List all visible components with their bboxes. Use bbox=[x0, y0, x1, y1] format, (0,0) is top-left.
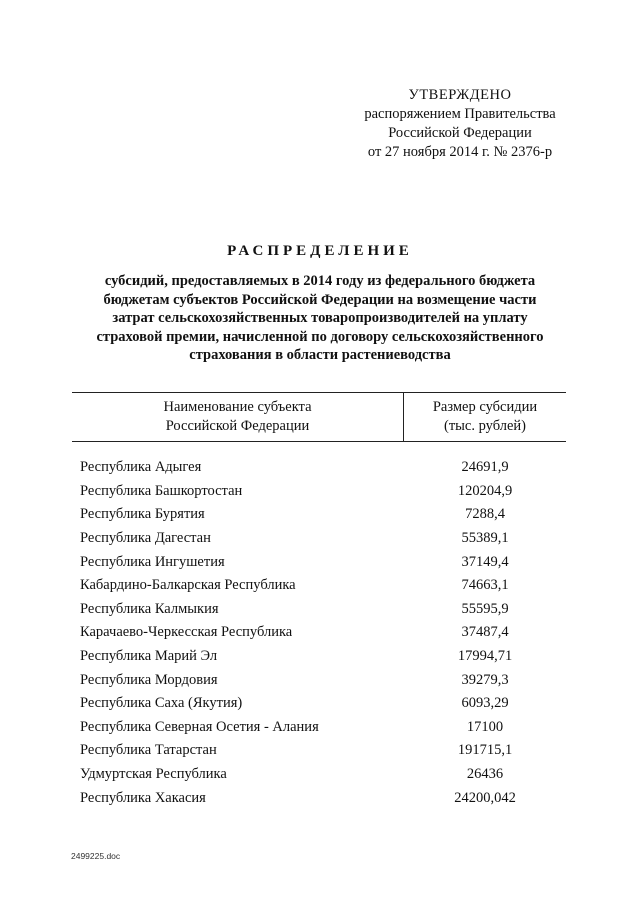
column-header-amount-line1: Размер субсидии bbox=[432, 399, 538, 415]
subtitle-line: бюджетам субъектов Российской Федерации на возмещение части bbox=[103, 291, 537, 308]
table-row bbox=[80, 739, 566, 763]
region-name: Республика Мордовия bbox=[80, 671, 218, 688]
document-subtitle bbox=[60, 272, 580, 365]
table-row bbox=[80, 574, 566, 598]
approval-country: Российской Федерации bbox=[388, 125, 532, 141]
table-row bbox=[80, 692, 566, 716]
region-name: Республика Ингушетия bbox=[80, 553, 225, 570]
subsidy-amount: 191715,1 bbox=[457, 742, 513, 759]
region-name: Удмуртская Республика bbox=[80, 766, 227, 783]
region-name: Республика Марий Эл bbox=[80, 648, 218, 665]
column-header-amount-line2: (тыс. рублей) bbox=[444, 418, 526, 434]
table-row bbox=[80, 786, 566, 810]
table-row bbox=[80, 456, 566, 480]
approval-authority: распоряжением Правительства bbox=[364, 106, 556, 122]
table-row bbox=[80, 503, 566, 527]
region-name: Республика Калмыкия bbox=[80, 600, 219, 617]
subtitle-line: страховой премии, начисленной по договору сельскохозяйственного bbox=[96, 328, 544, 345]
region-name: Республика Хакасия bbox=[80, 789, 206, 806]
table-row bbox=[80, 550, 566, 574]
region-name: Республика Дагестан bbox=[80, 530, 211, 547]
table-row bbox=[80, 716, 566, 740]
subsidy-amount: 7288,4 bbox=[465, 506, 505, 523]
table-row bbox=[80, 621, 566, 645]
column-header-name-line2: Российской Федерации bbox=[165, 418, 310, 434]
table-row bbox=[80, 598, 566, 622]
subsidy-amount: 17100 bbox=[466, 718, 504, 735]
subtitle-line: страхования в области растениеводства bbox=[189, 347, 451, 363]
region-name: Республика Саха (Якутия) bbox=[80, 695, 243, 712]
column-header-amount bbox=[404, 393, 566, 441]
subsidy-amount: 17994,71 bbox=[457, 648, 513, 665]
table-row bbox=[80, 763, 566, 787]
subsidy-amount: 24691,9 bbox=[461, 459, 509, 476]
subsidy-amount: 39279,3 bbox=[461, 671, 509, 688]
region-name: Республика Татарстан bbox=[80, 742, 217, 759]
approval-heading: УТВЕРЖДЕНО bbox=[408, 87, 512, 103]
table-row bbox=[80, 480, 566, 504]
region-name: Республика Бурятия bbox=[80, 506, 205, 523]
column-header-name bbox=[72, 393, 404, 441]
table-row bbox=[80, 527, 566, 551]
table-body bbox=[80, 456, 566, 810]
table-row bbox=[80, 668, 566, 692]
region-name: Республика Адыгея bbox=[80, 459, 202, 476]
subsidy-amount: 55595,9 bbox=[461, 600, 509, 617]
region-name: Карачаево-Черкесская Республика bbox=[80, 624, 293, 641]
subsidy-amount: 26436 bbox=[466, 766, 504, 783]
subtitle-line: субсидий, предоставляемых в 2014 году из федерального бюджета bbox=[104, 273, 536, 289]
subsidy-amount: 37487,4 bbox=[461, 624, 509, 641]
region-name: Республика Башкортостан bbox=[80, 482, 243, 499]
column-header-name-line1: Наименование субъекта bbox=[163, 399, 312, 415]
subsidy-amount: 6093,29 bbox=[461, 695, 509, 712]
subsidy-amount: 120204,9 bbox=[457, 482, 513, 499]
subsidy-amount: 74663,1 bbox=[461, 577, 509, 594]
subsidy-amount: 55389,1 bbox=[461, 530, 509, 547]
file-name-footer: 2499225.doc bbox=[71, 851, 121, 861]
table-row bbox=[80, 645, 566, 669]
table-header bbox=[72, 392, 566, 442]
subtitle-line: затрат сельскохозяйственных товаропроизводителей на уплату bbox=[112, 310, 528, 326]
document-title: РАСПРЕДЕЛЕНИЕ bbox=[227, 243, 413, 259]
region-name: Республика Северная Осетия - Алания bbox=[80, 718, 319, 735]
region-name: Кабардино-Балкарская Республика bbox=[80, 577, 296, 594]
subsidy-amount: 37149,4 bbox=[461, 553, 509, 570]
subsidy-amount: 24200,042 bbox=[454, 789, 516, 806]
approval-date-number: от 27 ноября 2014 г. № 2376-р bbox=[367, 144, 553, 160]
approval-block bbox=[330, 86, 590, 162]
